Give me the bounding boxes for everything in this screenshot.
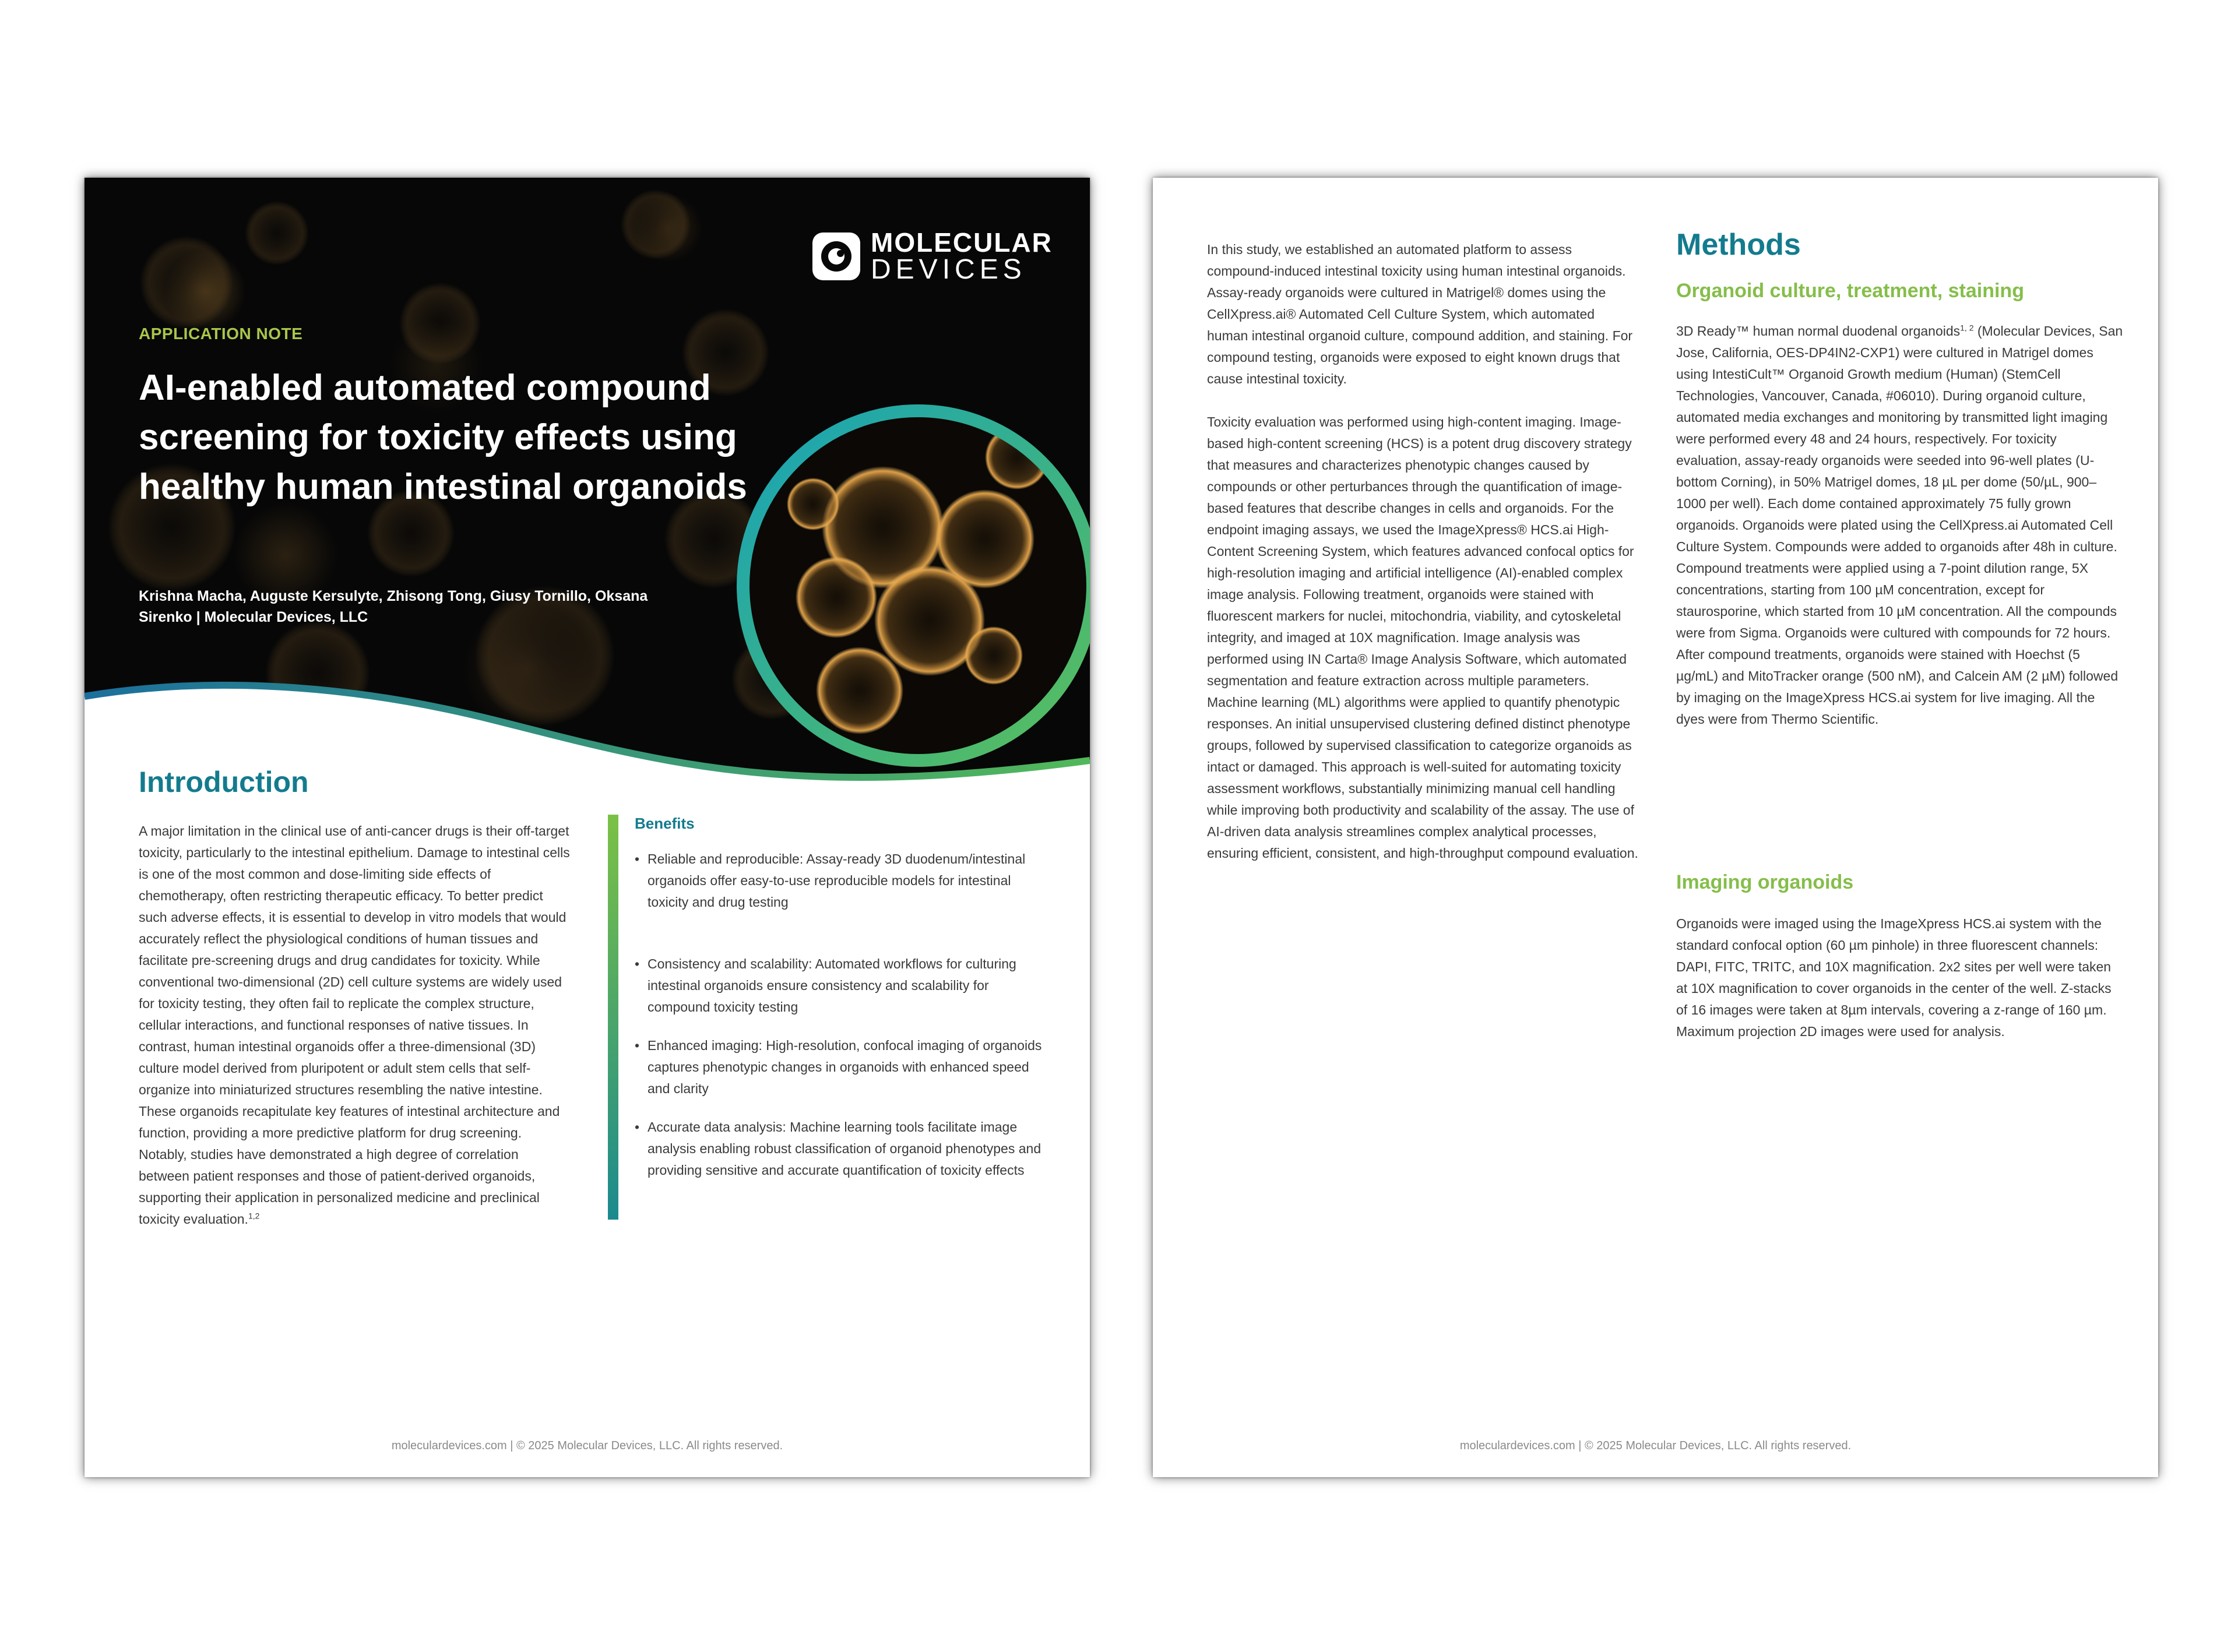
bullet-icon: •	[635, 1119, 640, 1135]
logo-line-1: MOLECULAR	[871, 227, 1053, 258]
introduction-text	[139, 820, 570, 1230]
benefit-text: Enhanced imaging: High-resolution, confocal imaging of organoids captures phenotypic changes in organoids with enhanced speed and clarity	[648, 1038, 1042, 1096]
imaging-organoids-text: Organoids were imaged using the ImageXpress HCS.ai system with the standard confocal option (60 µm pinhole) in three fluorescent channels: DAPI, FITC, TRITC, and 10X magnification. 2x2 sites per well were taken at 10X magnification to cover organoids in the center of the well. Z-stacks of 16 images were taken at 8µm intervals, covering a z-range of 160 µm. Maximum projection 2D images were used for analysis.	[1676, 916, 2112, 1039]
page-footer: moleculardevices.com | © 2025 Molecular Devices, LLC. All rights reserved.	[1459, 1439, 1852, 1452]
authors-line: Krishna Macha, Auguste Kersulyte, Zhisong Tong, Giusy Tornillo, Oksana Sirenko | Molecular Devices, LLC	[139, 588, 648, 625]
page-footer: moleculardevices.com | © 2025 Molecular Devices, LLC. All rights reserved.	[391, 1439, 783, 1452]
document-title: AI-enabled automated compound screening for toxicity effects using healthy human intestinal organoids	[139, 368, 747, 507]
benefits-heading: Benefits	[635, 815, 695, 832]
logo-line-2: DEVICES	[871, 254, 1026, 285]
document-page-2	[1153, 178, 2158, 1477]
bullet-icon: •	[635, 956, 640, 971]
logo-mark-icon	[810, 230, 863, 283]
benefit-text: Accurate data analysis: Machine learning tools facilitate image analysis enabling robust classification of organoid phenotypes and providing sensitive and accurate quantification of toxicity effects	[648, 1119, 1041, 1178]
benefit-item	[635, 1035, 1050, 1100]
introduction-reference: 1,2	[248, 1211, 260, 1221]
benefit-item	[635, 1116, 1050, 1181]
benefit-item	[635, 848, 1050, 913]
document-page-1	[85, 178, 1090, 1477]
organoid-culture-reference: 1, 2	[1960, 323, 1974, 333]
study-overview-paragraph: In this study, we established an automated platform to assess compound-induced intestinal toxicity using human intestinal organoids. Assay-ready organoids were cultured in Matrigel® domes using the CellXpress.ai® Automated Cell Culture System, which automated human intestinal organoid culture, compound addition, and staining. For compound testing, organoids were exposed to eight known drugs that cause intestinal toxicity.	[1207, 242, 1633, 386]
hero-banner	[85, 178, 1090, 807]
imaging-organoids-subheading: Imaging organoids	[1676, 871, 1854, 893]
methods-heading: Methods	[1676, 228, 1801, 262]
toxicity-evaluation-paragraph: Toxicity evaluation was performed using high-content imaging. Image-based high-content screening (HCS) is a potent drug discovery strategy that measures and characterizes phenotypic changes caused by compounds or other perturbances through the quantification of image-based features that describe changes in cells and organoids. For the endpoint imaging assays, we used the ImageXpress® HCS.ai High-Content Screening System, which features advanced confocal optics for high-resolution imaging and artificial intelligence (AI)-enabled complex image analysis. Following treatment, organoids were stained with fluorescent markers for nuclei, mitochondria, viability, and cytoskeletal integrity, and imaged at 10X magnification. Image analysis was performed using IN Carta® Image Analysis Software, which automated segmentation and feature extraction across multiple parameters. Machine learning (ML) algorithms were applied to quantify phenotypic responses. An initial unsupervised clustering defined distinct phenotype groups, followed by supervised classification to categorize organoids as intact or damaged. This approach is well-suited for automating toxicity assessment workflows, substantially minimizing manual cell handling while improving both productivity and scalability of the assay. The use of AI-driven data analysis streamlines complex analytical processes, ensuring efficient, consistent, and high-throughput compound evaluation.	[1207, 414, 1638, 861]
introduction-heading: Introduction	[139, 766, 309, 798]
bullet-icon: •	[635, 1038, 640, 1053]
benefit-text: Consistency and scalability: Automated workflows for culturing intestinal organoids ensure consistency and scalability for compound toxicity testing	[648, 956, 1016, 1015]
benefit-item	[635, 953, 1050, 1018]
document-type-label: APPLICATION NOTE	[139, 325, 303, 343]
organoid-culture-text-start: 3D Ready™ human normal duodenal organoids	[1676, 323, 1961, 339]
organoid-culture-subheading: Organoid culture, treatment, staining	[1676, 280, 2024, 302]
molecular-devices-logo	[810, 227, 1053, 285]
organoid-culture-text-rest: (Molecular Devices, San Jose, California, OES-DP4IN2-CXP1) were cultured in Matrigel domes using IntestiCult™ Organoid Growth medium (Human) (StemCell Technologies, Vancouver, Canada, #06010). During organoid culture, automated media exchanges and monitoring by transmitted light imaging were performed every 48 and 24 hours, respectively. For toxicity evaluation, assay-ready organoids were seeded into 96-well plates (U-bottom Corning), in 50% Matrigel domes, 18 µL per dome (50/µL, 900–1000 per well). Each dome contained approximately 75 fully grown organoids. Organoids were plated using the CellXpress.ai Automated Cell Culture System. Compounds were added to organoids after 48h in culture. Compound treatments were applied using a 7-point dilution range, 5X concentrations, starting from 100 µM concentration, except for staurosporine, which started from 10 µM concentration. All the compounds were from Sigma. Organoids were cultured with compounds for 72 hours. After compound treatments, organoids were stained with Hoechst (5 µg/mL) and MitoTracker orange (500 nM), and Calcein AM (2 µM) followed by imaging on the ImageXpress HCS.ai system for live imaging. All the dyes were from Thermo Scientific.	[1676, 323, 2123, 727]
organoid-culture-text	[1676, 320, 2125, 730]
bullet-icon: •	[635, 851, 640, 866]
benefit-text: Reliable and reproducible: Assay-ready 3D duodenum/intestinal organoids offer easy-to-use reproducible models for intestinal toxicity and drug testing	[648, 851, 1026, 910]
study-overview-column	[1207, 239, 1638, 864]
introduction-body: A major limitation in the clinical use of anti-cancer drugs is their off-target toxicity, particularly to the intestinal epithelium. Damage to intestinal cells is one of the most common and dose-limiting side effects of chemotherapy, often restricting therapeutic efficacy. To better predict such adverse effects, it is essential to develop in vitro models that would accurately reflect the physiological conditions of human tissues and facilitate pre-screening drugs and drug candidates for toxicity. While conventional two-dimensional (2D) cell culture systems are widely used for toxicity testing, they often fail to replicate the complex structure, cellular interactions, and functional responses of native tissues. In contrast, human intestinal organoids offer a three-dimensional (3D) culture model derived from pluripotent or adult stem cells that self-organize into miniaturized structures resembling the native intestine. These organoids recapitulate key features of intestinal architecture and function, providing a more predictive platform for drug screening. Notably, studies have demonstrated a high degree of correlation between patient responses and those of patient-derived organoids, supporting their application in personalized medicine and preclinical toxicity evaluation.	[139, 823, 570, 1227]
benefits-box	[608, 815, 1061, 1220]
